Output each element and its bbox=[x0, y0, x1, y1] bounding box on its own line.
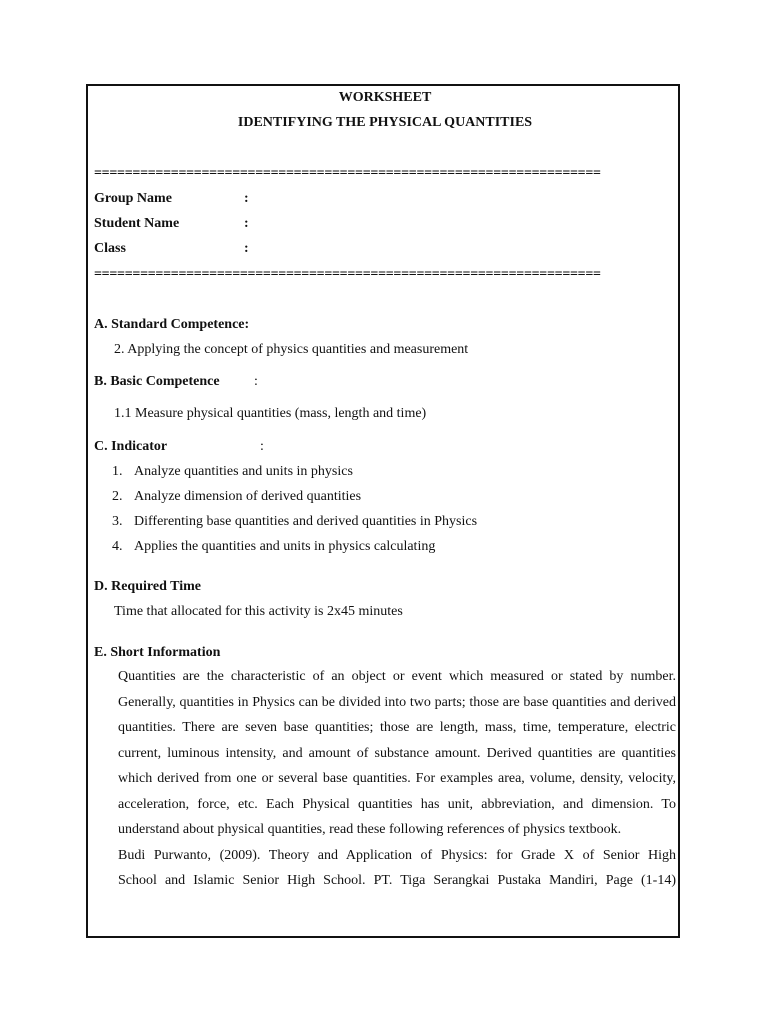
indicator-text-3: Differenting base quantities and derived quantities in Physics bbox=[134, 514, 478, 529]
group-name-colon: : bbox=[244, 191, 249, 206]
indicator-text-2: Analyze dimension of derived quantities bbox=[134, 489, 362, 504]
worksheet-subtitle: IDENTIFYING THE PHYSICAL QUANTITIES bbox=[237, 115, 533, 130]
indicator-text-1: Analyze quantities and units in physics bbox=[134, 464, 353, 479]
indicator-num-1: 1. bbox=[112, 464, 123, 479]
reference-line-1: Budi Purwanto, (2009). Theory and Application of Physics: for Grade X of Senior High bbox=[118, 847, 676, 863]
separator-top: ================================================================== bbox=[94, 166, 601, 181]
section-b-colon: : bbox=[254, 374, 258, 389]
section-e-heading: E. Short Information bbox=[94, 645, 221, 660]
reference-line-2: School and Islamic Senior High School. PT. Tiga Serangkai Pustaka Mandiri, Page (1-14) bbox=[118, 873, 676, 888]
section-a-heading: A. Standard Competence: bbox=[94, 317, 250, 332]
student-name-colon: : bbox=[244, 216, 249, 231]
separator-bottom: ================================================================== bbox=[94, 267, 601, 282]
student-name-label: Student Name bbox=[94, 216, 180, 231]
section-b-text: 1.1 Measure physical quantities (mass, length and time) bbox=[114, 406, 427, 421]
group-name-label: Group Name bbox=[94, 191, 172, 206]
indicator-text-4: Applies the quantities and units in physics calculating bbox=[134, 539, 436, 554]
worksheet-frame bbox=[86, 84, 680, 938]
section-b-heading: B. Basic Competence bbox=[94, 374, 220, 389]
class-label: Class bbox=[94, 241, 126, 256]
worksheet-title: WORKSHEET bbox=[338, 90, 432, 105]
section-a-text: 2. Applying the concept of physics quantities and measurement bbox=[114, 342, 469, 357]
section-c-colon: : bbox=[260, 439, 264, 454]
indicator-num-4: 4. bbox=[112, 539, 123, 554]
short-information-body bbox=[118, 664, 676, 894]
section-d-text: Time that allocated for this activity is 2x45 minutes bbox=[114, 604, 403, 619]
indicator-num-3: 3. bbox=[112, 514, 123, 529]
section-c-heading: C. Indicator bbox=[94, 439, 168, 454]
section-d-heading: D. Required Time bbox=[94, 579, 201, 594]
indicator-num-2: 2. bbox=[112, 489, 123, 504]
class-colon: : bbox=[244, 241, 249, 256]
short-information-paragraph: Quantities are the characteristic of an object or event which measured or stated by number. Generally, quantities in Physics can be divided into two parts; those are base quantities and derived quantities. There are seven base quantities; those are length, mass, time, temperature, electric current, luminous intensity, and amount of substance amount. Derived quantities are quantities which derived from one or several base quantities. For examples area, volume, density, velocity, acceleration, force, etc. Each Physical quantities has unit, abbreviation, and dimension. To understand about physical quantities, read these following references of physics textbook. bbox=[118, 669, 676, 837]
